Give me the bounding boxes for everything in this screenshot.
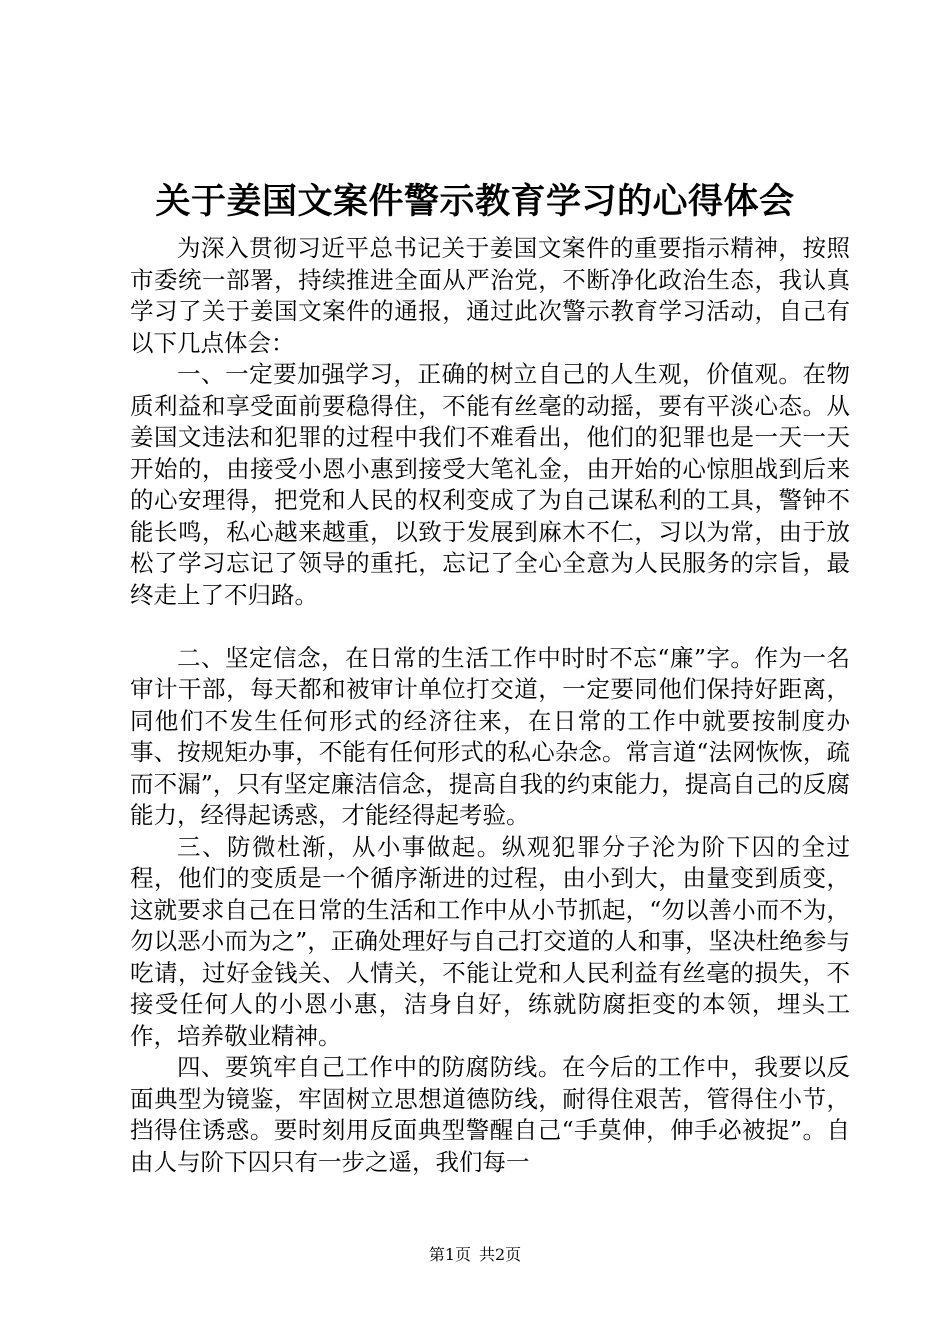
paragraph-point-1: 一、一定要加强学习，正确的树立自己的人生观，价值观。在物质利益和享受面前要稳得住，不能有丝毫的动摇，要有平淡心态。从姜国文违法和犯罪的过程中我们不难看出，他们的犯罪也是一天一天开始的，由接受小恩小惠到接受大笔礼金，由开始的心惊胆战到后来的心安理得，把党和人民的权利变成了为自己谋私利的工具，警钟不能长鸣，私心越来越重，以致于发展到麻木不仁，习以为常，由于放松了学习忘记了领导的重托，忘记了全心全意为人民服务的宗旨，最终走上了不归路。 [130, 360, 850, 609]
page-number: 第1页 [428, 1245, 471, 1264]
paragraph-point-4: 四、要筑牢自己工作中的防腐防线。在今后的工作中，我要以反面典型为镜鉴，牢固树立思想道德防线，耐得住艰苦，管得住小节，挡得住诱惑。要时刻用反面典型警醒自己“手莫伸，伸手必被捉”。自由人与阶下囚只有一步之遥，我们每一 [130, 1053, 850, 1176]
paragraph-intro: 为深入贯彻习近平总书记关于姜国文案件的重要指示精神，按照市委统一部署，持续推进全面从严治党，不断净化政治生态，我认真学习了关于姜国文案件的通报，通过此次警示教育学习活动，自己有以下几点体会： [130, 234, 850, 357]
document-body [130, 233, 850, 1178]
page-total: 共2页 [479, 1245, 522, 1264]
paragraph-point-3: 三、防微杜渐，从小事做起。纵观犯罪分子沦为阶下囚的全过程，他们的变质是一个循序渐进的过程，由小到大，由量变到质变，这就要求自己在日常的生活和工作中从小节抓起，“勿以善小而不为，勿以恶小而为之”，正确处理好与自己打交道的人和事，坚决杜绝参与吃请，过好金钱关、人情关，不能让党和人民利益有丝毫的损失，不接受任何人的小恩小惠，洁身自好，练就防腐拒变的本领，埋头工作，培养敬业精神。 [130, 832, 850, 1050]
paragraph-point-2: 二、坚定信念，在日常的生活工作中时时不忘“廉”字。作为一名审计干部，每天都和被审计单位打交道，一定要同他们保持好距离，同他们不发生任何形式的经济往来，在日常的工作中就要按制度办事、按规矩办事，不能有任何形式的私心杂念。常言道“法网恢恢，疏而不漏”，只有坚定廉洁信念，提高自我的约束能力，提高自己的反腐能力，经得起诱惑，才能经得起考验。 [130, 643, 850, 829]
page-footer [0, 1245, 950, 1265]
document-title: 关于姜国文案件警示教育学习的心得体会 [155, 181, 795, 222]
